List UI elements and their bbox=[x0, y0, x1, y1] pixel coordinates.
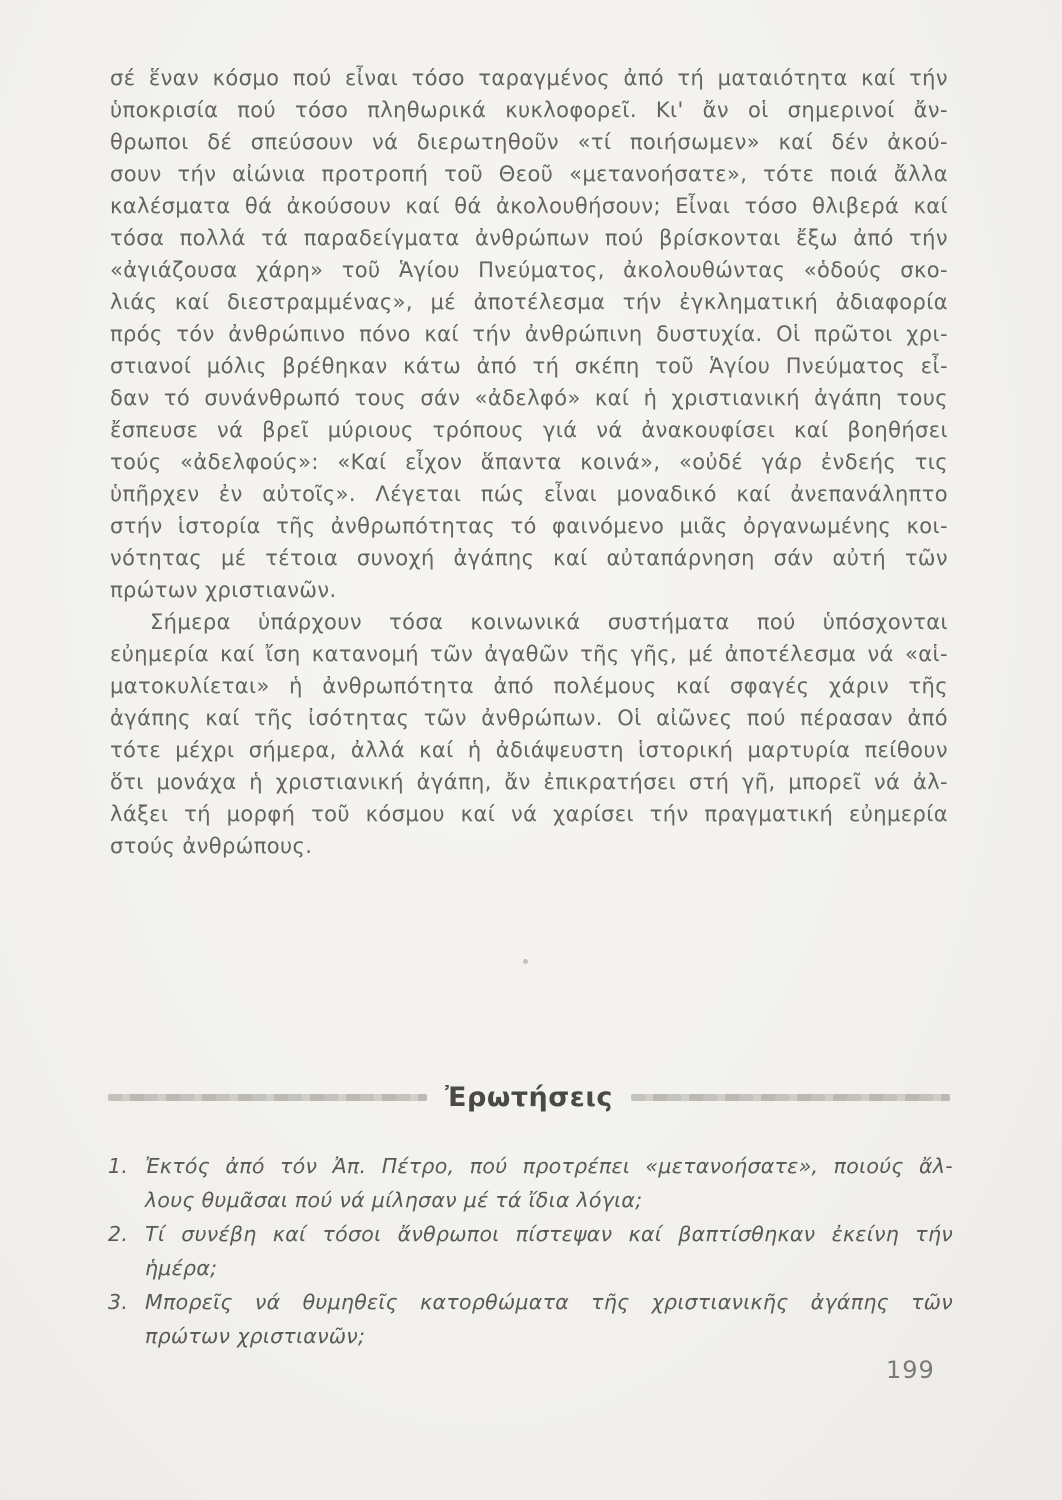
question-line: πρώτων χριστιανῶν; bbox=[145, 1324, 366, 1348]
text-line: θρωποι δέ σπεύσουν νά διερωτηθοῦν «τί ποιήσωμεν» καί δέν ἀκού- bbox=[110, 130, 948, 154]
text-line: στούς ἀνθρώπους. bbox=[110, 834, 313, 858]
question-number: 1. bbox=[108, 1154, 129, 1178]
questions-heading: Ἐρωτήσεις bbox=[445, 1081, 613, 1113]
divider-rule-left bbox=[108, 1094, 427, 1101]
text-line: ματοκυλίεται» ἡ ἀνθρωπότητα ἀπό πολέμους καί σφαγές χάριν τῆς bbox=[110, 674, 948, 698]
question-line: Ἐκτός ἀπό τόν Ἀπ. Πέτρο, πού προτρέπει «μετανοήσατε», ποιούς ἄλ- bbox=[145, 1154, 953, 1178]
text-line: λιάς καί διεστραμμένας», μέ ἀποτέλεσμα τήν ἐγκληματική ἀδιαφορία bbox=[110, 290, 948, 314]
text-line: ἔσπευσε νά βρεῖ μύριους τρόπους γιά νά ἀνακουφίσει καί βοηθήσει bbox=[110, 418, 948, 442]
text-line: σέ ἕναν κόσμο πού εἶναι τόσο ταραγμένος ἀπό τή ματαιότητα καί τήν bbox=[110, 66, 948, 90]
question-line: Μπορεῖς νά θυμηθεῖς κατορθώματα τῆς χριστιανικῆς ἀγάπης τῶν bbox=[145, 1290, 953, 1314]
questions-header bbox=[108, 1080, 950, 1114]
text-line: στιανοί μόλις βρέθηκαν κάτω ἀπό τή σκέπη τοῦ Ἁγίου Πνεύματος εἶ- bbox=[110, 354, 948, 378]
question-item bbox=[108, 1149, 953, 1217]
text-line: νότητας μέ τέτοια συνοχή ἀγάπης καί αὐταπάρνηση σάν αὐτή τῶν bbox=[110, 546, 948, 570]
text-line: Σήμερα ὑπάρχουν τόσα κοινωνικά συστήματα πού ὑπόσχονται bbox=[150, 610, 948, 634]
question-line: Τί συνέβη καί τόσοι ἄνθρωποι πίστεψαν καί βαπτίσθηκαν ἐκείνη τήν bbox=[145, 1222, 953, 1246]
text-line: πρώτων χριστιανῶν. bbox=[110, 578, 337, 602]
questions-list bbox=[108, 1149, 953, 1353]
text-line: τόσα πολλά τά παραδείγματα ἀνθρώπων πού βρίσκονται ἔξω ἀπό τήν bbox=[110, 226, 948, 250]
text-line: ὑποκρισία πού τόσο πληθωρικά κυκλοφορεῖ. Κι' ἄν οἱ σημερινοί ἄν- bbox=[110, 98, 948, 122]
text-line: ὅτι μονάχα ἡ χριστιανική ἀγάπη, ἄν ἐπικρατήσει στή γῆ, μπορεῖ νά ἀλ- bbox=[110, 770, 948, 794]
text-line: ὑπῆρχεν ἐν αὐτοῖς». Λέγεται πώς εἶναι μοναδικό καί ἀνεπανάληπτο bbox=[110, 482, 948, 506]
text-line: εὐημερία καί ἴση κατανομή τῶν ἀγαθῶν τῆς γῆς, μέ ἀποτέλεσμα νά «αἱ- bbox=[110, 642, 948, 666]
text-line: λάξει τή μορφή τοῦ κόσμου καί νά χαρίσει τήν πραγματική εὐημερία bbox=[110, 802, 948, 826]
question-line: ἡμέρα; bbox=[145, 1256, 218, 1280]
text-line: στήν ἱστορία τῆς ἀνθρωπότητας τό φαινόμενο μιᾶς ὀργανωμένης κοι- bbox=[110, 514, 948, 538]
question-item bbox=[108, 1217, 953, 1285]
text-line: σουν τήν αἰώνια προτροπή τοῦ Θεοῦ «μετανοήσατε», τότε ποιά ἄλλα bbox=[110, 162, 948, 186]
text-line: «ἀγιάζουσα χάρη» τοῦ Ἁγίου Πνεύματος, ἀκολουθώντας «ὁδούς σκο- bbox=[110, 258, 948, 282]
body-text bbox=[110, 62, 948, 862]
question-item bbox=[108, 1285, 953, 1353]
scan-speck bbox=[523, 959, 528, 964]
text-line: πρός τόν ἀνθρώπινο πόνο καί τήν ἀνθρώπινη δυστυχία. Οἱ πρῶτοι χρι- bbox=[110, 322, 948, 346]
text-line: δαν τό συνάνθρωπό τους σάν «ἀδελφό» καί ἡ χριστιανική ἀγάπη τους bbox=[110, 386, 948, 410]
text-line: ἀγάπης καί τῆς ἰσότητας τῶν ἀνθρώπων. Οἱ αἰῶνες πού πέρασαν ἀπό bbox=[110, 706, 948, 730]
text-line: καλέσματα θά ἀκούσουν καί θά ἀκολουθήσουν; Εἶναι τόσο θλιβερά καί bbox=[110, 194, 948, 218]
question-line: λους θυμᾶσαι πού νά μίλησαν μέ τά ἴδια λόγια; bbox=[145, 1188, 643, 1212]
question-number: 3. bbox=[108, 1290, 129, 1314]
page-number: 199 bbox=[886, 1356, 935, 1384]
text-line: τότε μέχρι σήμερα, ἀλλά καί ἡ ἀδιάψευστη ἱστορική μαρτυρία πείθουν bbox=[110, 738, 948, 762]
text-line: τούς «ἀδελφούς»: «Καί εἶχον ἅπαντα κοινά», «οὐδέ γάρ ἐνδεής τις bbox=[110, 450, 948, 474]
question-number: 2. bbox=[108, 1222, 129, 1246]
divider-rule-right bbox=[631, 1094, 950, 1101]
